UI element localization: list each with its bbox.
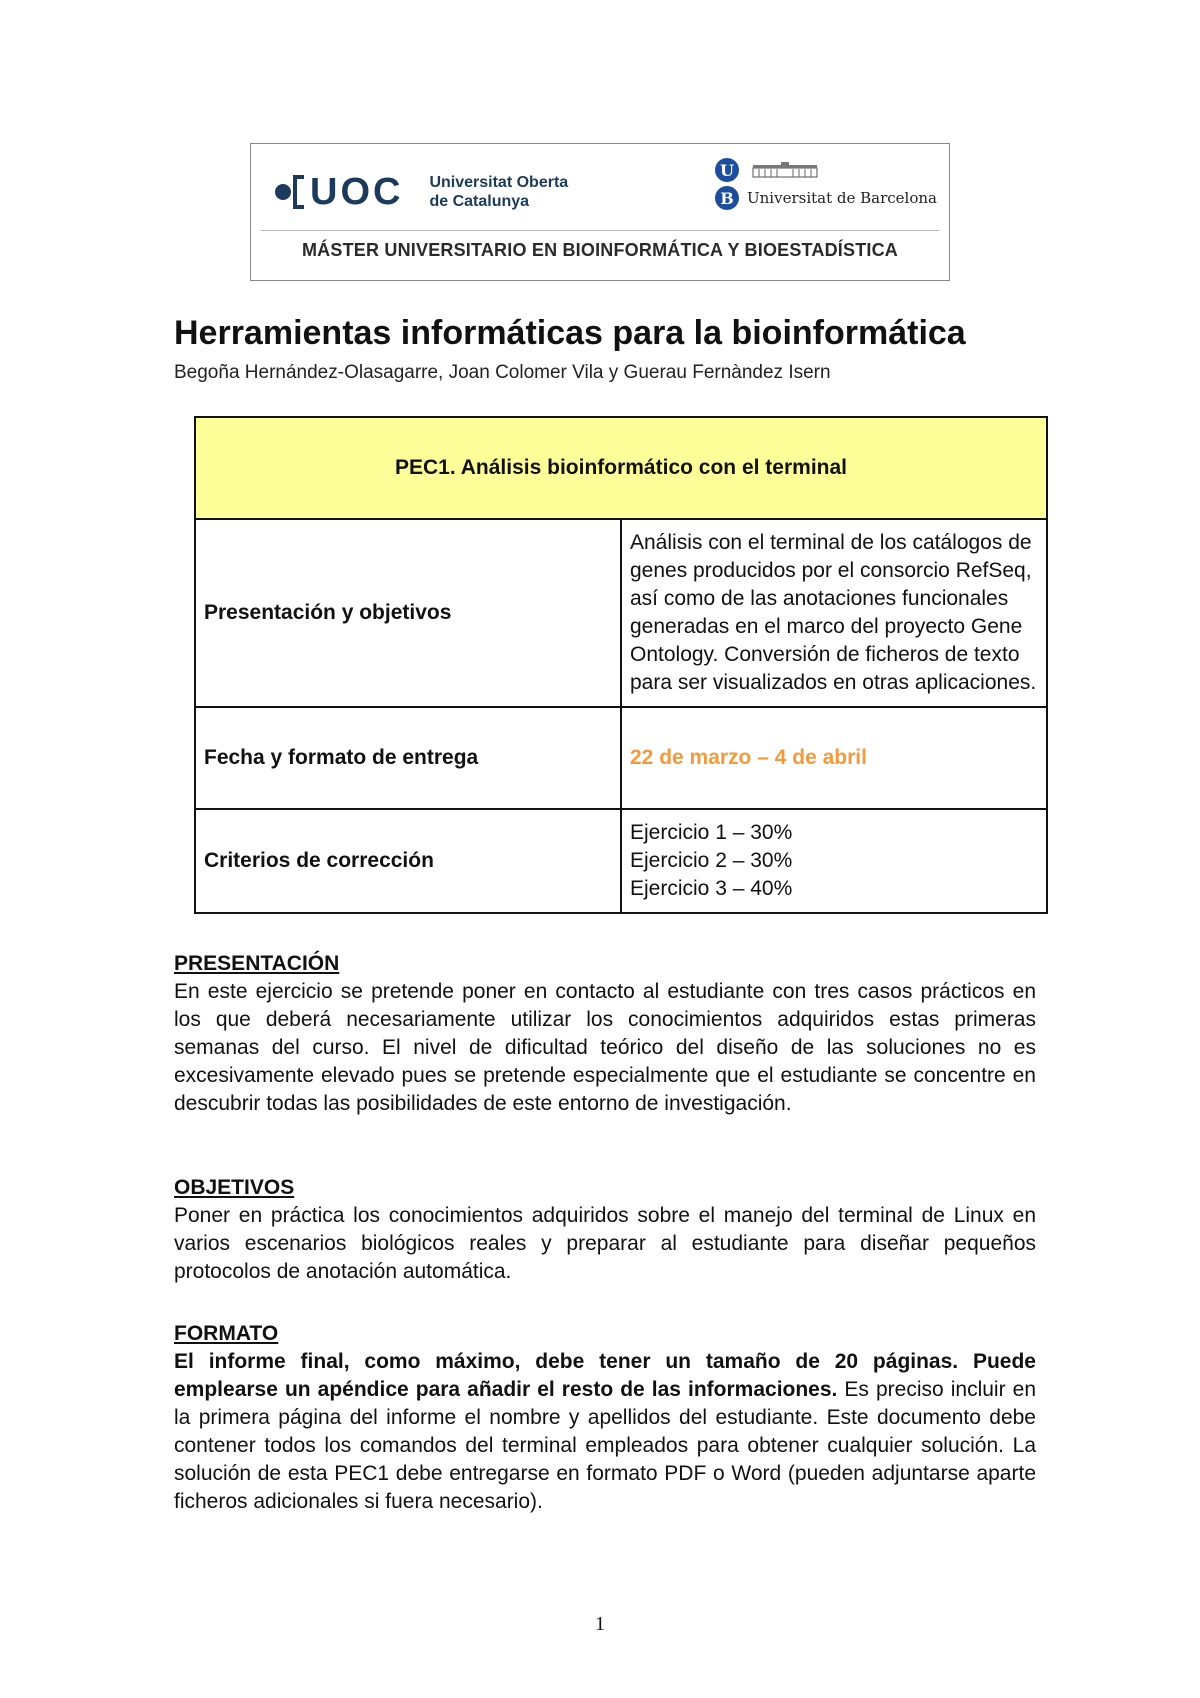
uoc-name [429,173,568,211]
section-text-presentacion: En este ejercicio se pretende poner en contacto al estudiante con tres casos prácticos en los que deberá necesariamente utilizar los conocimientos adquiridos estas primeras semanas del curso. El nivel de dificultad teórico del diseño de las soluciones no es excesivamente elevado pues se pretende especialmente que el estudiante se concentre en descubrir todas las posibilidades de este entorno de investigación. [174,980,1036,1115]
formato-bold-text: El informe final, como máximo, debe tener un tamaño de 20 páginas. Puede emplearse un apéndice para añadir el resto de las informaciones. [174,1350,1036,1401]
ub-name: Universitat de Barcelona [747,189,937,207]
value-line: Ontology. Conversión de ficheros de texto [630,643,1020,666]
value-line: para ser visualizados en otras aplicaciones. [630,671,1037,694]
ub-u-badge-icon: U [715,158,739,182]
ub-b-badge-icon: B [715,186,739,210]
page-number: 1 [595,1613,605,1635]
row-label-criteria: Criterios de corrección [195,809,621,913]
table-row [195,519,1047,707]
row-value-date: 22 de marzo – 4 de abril [621,707,1047,809]
table-row [195,809,1047,913]
master-title: MÁSTER UNIVERSITARIO EN BIOINFORMÁTICA Y BIOESTADÍSTICA [301,240,899,260]
ub-logo [715,156,937,212]
section-objetivos [174,1174,1036,1286]
section-heading-formato: FORMATO [174,1322,279,1345]
uoc-name-line-2: de Catalunya [429,193,530,210]
row-label-presentation: Presentación y objetivos [195,519,621,707]
uoc-name-line-1: Universitat Oberta [429,174,569,191]
header-divider [261,230,939,231]
row-value-presentation [621,519,1047,707]
row-value-criteria [621,809,1047,913]
ub-building-icon [751,162,819,178]
document-authors: Begoña Hernández-Olasagarre, Joan Colomer Vila y Guerau Fernàndez Isern [174,362,831,383]
header-logos-box [250,143,950,281]
document-title: Herramientas informáticas para la bioinformática [174,314,966,352]
info-table [194,416,1048,914]
criteria-line: Ejercicio 1 – 30% [630,821,793,844]
criteria-line: Ejercicio 2 – 30% [630,849,793,872]
table-row [195,707,1047,809]
uoc-letters: UOC [310,171,404,213]
row-label-date: Fecha y formato de entrega [195,707,621,809]
section-heading-presentacion: PRESENTACIÓN [174,952,340,975]
info-table-heading-row [195,417,1047,519]
value-line: así como de las anotaciones funcionales [630,587,1009,610]
pec-heading: PEC1. Análisis bioinformático con el terminal [195,417,1047,519]
section-presentacion [174,950,1036,1118]
criteria-line: Ejercicio 3 – 40% [630,877,793,900]
value-line: generadas en el marco del proyecto Gene [630,615,1023,638]
value-line: Análisis con el terminal de los catálogos de [630,531,1032,554]
section-formato [174,1320,1036,1516]
value-line: genes producidos por el consorcio RefSeq, [630,559,1032,582]
section-heading-objetivos: OBJETIVOS [174,1176,295,1199]
section-text-objetivos: Poner en práctica los conocimientos adquiridos sobre el manejo del terminal de Linux en varios escenarios biológicos reales y preparar al estudiante para diseñar pequeños protocolos de anotación automática. [174,1204,1036,1283]
uoc-logo [275,170,568,214]
section-text-formato [174,1348,1036,1516]
formato-regular-text: Es preciso incluir en la primera página del informe el nombre y apellidos del estudiante. Este documento debe contener todos los comandos del terminal empleados para obtener cualquier solución. La solución de esta PEC1 debe entregarse en formato PDF o Word (pueden adjuntarse aparte ficheros adicionales si fuera necesario). [174,1378,1036,1513]
uoc-mark-icon [275,173,403,211]
